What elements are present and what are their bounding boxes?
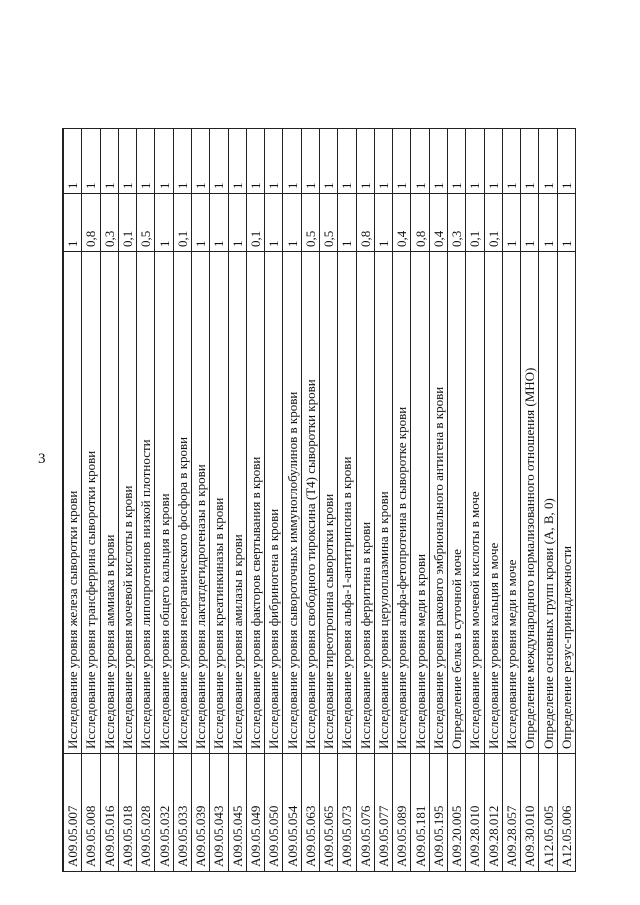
multiplicity-value: 1	[83, 182, 99, 189]
service-code: A09.28.057	[503, 805, 519, 867]
service-code: A09.05.045	[229, 805, 245, 867]
multiplicity-value: 1	[156, 182, 172, 189]
service-code: A09.05.065	[321, 805, 337, 867]
service-code: A12.05.005	[540, 805, 556, 867]
coefficient-value: 0,5	[302, 230, 318, 247]
service-name: Исследование уровня факторов свертывания в крови	[247, 456, 263, 749]
multiplicity-value: 1	[430, 182, 446, 189]
table-row	[118, 129, 136, 871]
multiplicity-value: 1	[558, 182, 574, 189]
service-name: Исследование уровня амилазы в крови	[229, 534, 245, 749]
table-row	[81, 129, 99, 871]
service-name: Исследование уровня фибриногена в крови	[266, 508, 282, 749]
service-name: Исследование уровня мочевой кислоты в моче	[467, 491, 483, 749]
service-code: A09.05.181	[412, 805, 428, 867]
multiplicity-value: 1	[211, 182, 227, 189]
table-row	[63, 129, 81, 871]
multiplicity-value: 1	[302, 182, 318, 189]
service-code: A09.28.012	[485, 805, 501, 867]
multiplicity-value: 1	[138, 182, 154, 189]
service-code: A09.05.049	[247, 805, 263, 867]
service-name: Исследование уровня свободного тироксина (T4) сыворотки крови	[302, 379, 318, 749]
service-name: Исследование уровня меди в моче	[503, 559, 519, 749]
service-code: A09.05.073	[339, 805, 355, 867]
multiplicity-value: 1	[229, 182, 245, 189]
table-row	[136, 129, 154, 871]
coefficient-value: 1	[266, 240, 282, 247]
coefficient-value: 1	[284, 240, 300, 247]
coefficient-value: 1	[156, 240, 172, 247]
table-row	[465, 129, 483, 871]
coefficient-value: 0,3	[449, 230, 465, 247]
multiplicity-value: 1	[522, 182, 538, 189]
coefficient-value: 0,1	[174, 230, 190, 247]
table-row	[246, 129, 264, 871]
service-code: A09.05.028	[138, 805, 154, 867]
table-row	[173, 129, 191, 871]
coefficient-value: 0,5	[138, 230, 154, 247]
coefficient-value: 0,3	[101, 230, 117, 247]
table-row	[264, 129, 282, 871]
table-row	[154, 129, 172, 871]
multiplicity-value: 1	[503, 182, 519, 189]
table-row	[337, 129, 355, 871]
table-row	[447, 129, 465, 871]
table-row	[282, 129, 300, 871]
table-row	[191, 129, 209, 871]
service-code: A09.05.054	[284, 805, 300, 867]
coefficient-value: 1	[193, 240, 209, 247]
service-name: Определение международного нормализованного отношения (MHO)	[522, 367, 538, 749]
service-name: Исследование уровня ракового эмбрионального антигена в крови	[430, 386, 446, 749]
coefficient-value: 0,8	[357, 230, 373, 247]
multiplicity-value: 1	[101, 182, 117, 189]
multiplicity-value: 1	[266, 182, 282, 189]
service-name: Исследование уровня меди в крови	[412, 553, 428, 749]
table-row	[319, 129, 337, 871]
table-row	[356, 129, 374, 871]
service-code: A09.05.043	[211, 805, 227, 867]
multiplicity-value: 1	[449, 182, 465, 189]
table-row	[301, 129, 319, 871]
table-row	[392, 129, 410, 871]
service-name: Исследование уровня кальция в моче	[485, 542, 501, 749]
service-code: A09.05.077	[375, 805, 391, 867]
coefficient-value: 0,5	[321, 230, 337, 247]
service-name: Исследование уровня железа сыворотки крови	[65, 490, 81, 749]
coefficient-value: 0,1	[119, 230, 135, 247]
multiplicity-value: 1	[485, 182, 501, 189]
service-name: Исследование уровня неорганического фосфора в крови	[174, 436, 190, 749]
table-row	[520, 129, 538, 871]
multiplicity-value: 1	[247, 182, 263, 189]
service-code: A09.30.010	[522, 805, 538, 867]
multiplicity-value: 1	[65, 182, 81, 189]
page-number: 3	[38, 451, 46, 467]
service-name: Исследование уровня альфа-фетопротеина в сыворотке крови	[394, 406, 410, 749]
service-name: Исследование уровня альфа-1-антитрипсина в крови	[339, 456, 355, 749]
coefficient-value: 0,1	[247, 230, 263, 247]
service-name: Исследование уровня креатинкиназы в крови	[211, 497, 227, 749]
service-code: A09.05.089	[394, 805, 410, 867]
multiplicity-value: 1	[321, 182, 337, 189]
multiplicity-value: 1	[375, 182, 391, 189]
service-code: A09.05.016	[101, 805, 117, 867]
service-table	[62, 128, 576, 872]
multiplicity-value: 1	[284, 182, 300, 189]
service-name: Исследование уровня мочевой кислоты в крови	[119, 485, 135, 749]
service-code: A09.05.039	[193, 805, 209, 867]
table-row	[538, 129, 556, 871]
service-code: A09.05.050	[266, 805, 282, 867]
coefficient-value: 0,8	[412, 230, 428, 247]
table-row	[228, 129, 246, 871]
multiplicity-value: 1	[339, 182, 355, 189]
service-name: Исследование уровня ферритина в крови	[357, 521, 373, 749]
table-row	[209, 129, 227, 871]
coefficient-value: 0,4	[430, 230, 446, 247]
service-code: A09.05.195	[430, 805, 446, 867]
coefficient-value: 1	[229, 240, 245, 247]
service-name: Определение резус-принадлежности	[558, 545, 574, 749]
table-row	[410, 129, 428, 871]
multiplicity-value: 1	[412, 182, 428, 189]
coefficient-value: 1	[211, 240, 227, 247]
service-name: Определение основных групп крови (A, B, 0)	[540, 498, 556, 749]
service-name: Исследование уровня липопротеинов низкой плотности	[138, 439, 154, 749]
coefficient-value: 0,1	[467, 230, 483, 247]
coefficient-value: 1	[375, 240, 391, 247]
service-code: A09.05.007	[65, 805, 81, 867]
table-row	[429, 129, 447, 871]
multiplicity-value: 1	[174, 182, 190, 189]
multiplicity-value: 1	[119, 182, 135, 189]
service-code: A09.28.010	[467, 805, 483, 867]
coefficient-value: 1	[522, 240, 538, 247]
table-row	[100, 129, 118, 871]
table-row	[502, 129, 520, 871]
service-code: A09.05.033	[174, 805, 190, 867]
coefficient-value: 1	[540, 240, 556, 247]
coefficient-value: 0,1	[485, 230, 501, 247]
table-row	[374, 129, 392, 871]
multiplicity-value: 1	[357, 182, 373, 189]
service-code: A09.05.018	[119, 805, 135, 867]
service-name: Определение белка в суточной моче	[449, 549, 465, 749]
service-name: Исследование уровня лактатдегидрогеназы в крови	[193, 464, 209, 749]
service-code: A09.20.005	[449, 805, 465, 867]
coefficient-value: 1	[558, 240, 574, 247]
service-code: A12.05.006	[558, 805, 574, 867]
multiplicity-value: 1	[467, 182, 483, 189]
coefficient-value: 0,4	[394, 230, 410, 247]
service-code: A09.05.063	[302, 805, 318, 867]
multiplicity-value: 1	[394, 182, 410, 189]
service-name: Исследование уровня общего кальция в крови	[156, 493, 172, 749]
service-code: A09.05.076	[357, 805, 373, 867]
coefficient-value: 1	[503, 240, 519, 247]
service-name: Исследование уровня аммиака в крови	[101, 534, 117, 749]
service-name: Исследование уровня церулоплазмина в крови	[375, 491, 391, 749]
service-code: A09.05.008	[83, 805, 99, 867]
service-name: Исследование уровня трансферрина сыворотки крови	[83, 450, 99, 749]
coefficient-value: 1	[65, 240, 81, 247]
table-row	[484, 129, 502, 871]
service-code: A09.05.032	[156, 805, 172, 867]
multiplicity-value: 1	[540, 182, 556, 189]
table-row	[557, 129, 575, 871]
service-name: Исследование тиреотропина сыворотки крови	[321, 493, 337, 749]
service-name: Исследование уровня сывороточных иммуноглобулинов в крови	[284, 391, 300, 749]
coefficient-value: 1	[339, 240, 355, 247]
coefficient-value: 0,8	[83, 230, 99, 247]
multiplicity-value: 1	[193, 182, 209, 189]
